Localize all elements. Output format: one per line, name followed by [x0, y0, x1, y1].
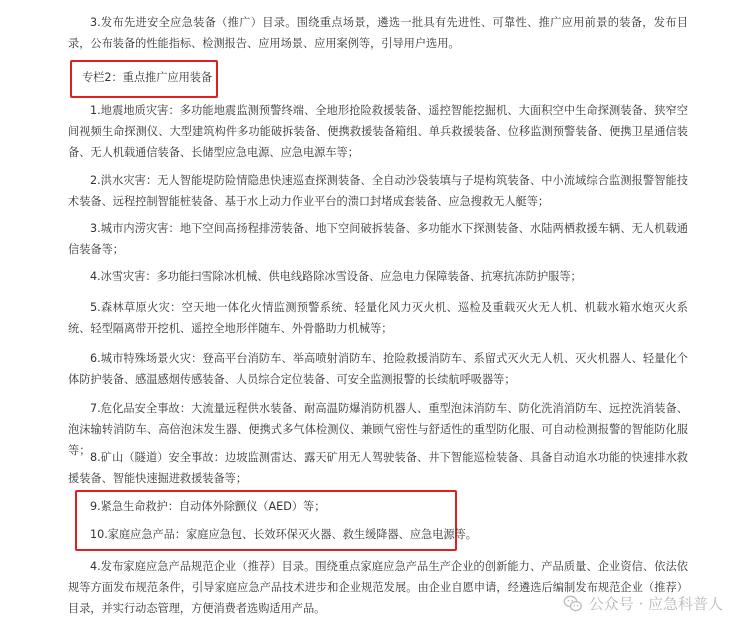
item-10: 10.家庭应急产品：家庭应急包、长效环保灭火器、救生缓降器、应急电源等。 — [90, 528, 477, 541]
item-8: 8.矿山（隧道）安全事故：边坡监测雷达、露天矿用无人驾驶装备、井下智能巡检装备、具备自动追水功能的快速排水救援装备、智能快速掘进救援装备等； — [68, 451, 688, 485]
item-9: 9.紧急生命救护：自动体外除颤仪（AED）等； — [90, 500, 326, 513]
item-7: 7.危化品安全事故：大流量远程供水装备、耐高温防爆消防机器人、重型泡沫消防车、防化洗消消防车、远控洗消装备、泡沫输转消防车、高倍泡沫发生器、便携式多气体检测仪、兼顾气密性与舒适性的重型防化服、可自动检测报警的智能防化服等； — [68, 402, 688, 457]
watermark-text: 公众号 · 应急科普人 — [588, 595, 723, 613]
wechat-icon — [563, 594, 583, 614]
item-4: 4.冰雪灾害：多功能扫雪除冰机械、供电线路除冰雪设备、应急电力保障装备、抗寒抗冻防护服等； — [90, 270, 582, 283]
column-title: 专栏2：重点推广应用装备 — [82, 71, 213, 84]
item-3: 3.城市内涝灾害：地下空间高扬程排涝装备、地下空间破拆装备、多功能水下探测装备、水陆两栖救援车辆、无人机载通信装备等； — [68, 222, 688, 256]
paragraph-4: 4.发布家庭应急产品规范企业（推荐）目录。围绕重点家庭应急产品生产企业的创新能力、产品质量、企业资信、依法依规等方面发布规范条件，引导家庭应急产品技术进步和企业规范发展。由企业自愿申请，经遴选后编制发布规范企业（推荐）目录，并实行动态管理，方便消费者选购适用产品。 — [68, 560, 688, 615]
item-5: 5.森林草原火灾：空天地一体化火情监测预警系统、轻量化风力灭火机、巡检及重载灭火无人机、机载水箱水炮灭火系统、轻型隔离带开挖机、遥控全地形伴随车、外骨骼助力机械等； — [68, 301, 688, 335]
paragraph-3: 3.发布先进安全应急装备（推广）目录。围绕重点场景，遴选一批具有先进性、可靠性、推广应用前景的装备，发布目录，公布装备的性能指标、检测报告、应用场景、应用案例等，引导用户选用。 — [68, 16, 688, 50]
item-6: 6.城市特殊场景火灾：登高平台消防车、举高喷射消防车、抢险救援消防车、系留式灭火无人机、灭火机器人、轻量化个体防护装备、感温感烟传感装备、人员综合定位装备、可安全监测报警的长续航呼吸器等； — [68, 352, 688, 386]
item-2: 2.洪水灾害：无人智能堤防险情隐患快速巡查探测装备、全自动沙袋装填与子堤构筑装备、中小流域综合监测报警智能技术装备、远程控制智能桩装备、基于水上动力作业平台的溃口封堵成套装备、应急搜救无人艇等； — [68, 174, 688, 208]
watermark — [563, 593, 723, 614]
item-1: 1.地震地质灾害：多功能地震监测预警终端、全地形抢险救援装备、遥控智能挖掘机、大面积空中生命探测装备、狭窄空间视频生命探测仪、大型建筑构件多功能破拆装备、便携救援装备箱组、单兵救援装备、位移监测预警装备、便携卫星通信装备、无人机载通信装备、长储型应急电源、应急电源车等； — [68, 104, 688, 159]
